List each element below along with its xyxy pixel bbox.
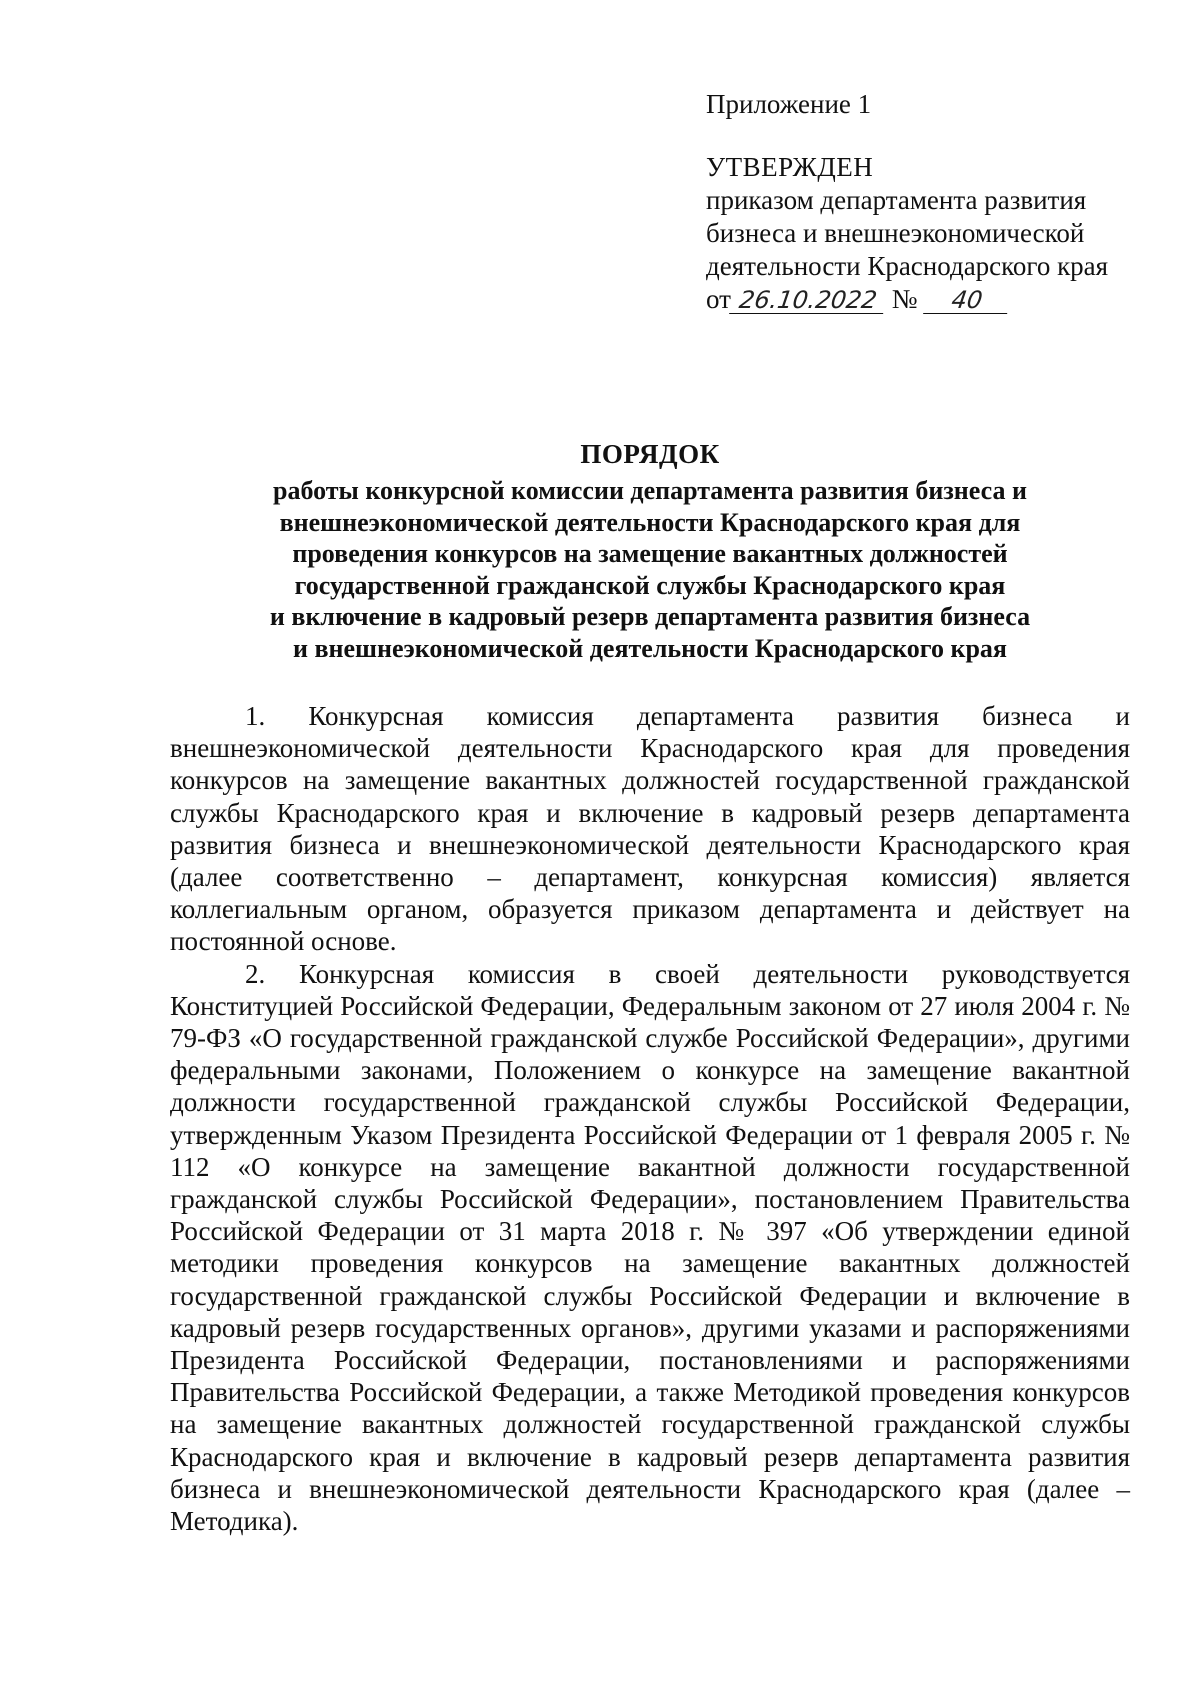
subtitle-line-2: внешнеэкономической деятельности Краснодарского края для (279, 507, 1021, 537)
approval-stamp-block (706, 88, 1166, 316)
approved-heading: УТВЕРЖДЕН (706, 152, 874, 182)
subtitle-line-3: проведения конкурсов на замещение вакантных должностей (292, 539, 1008, 568)
date-prefix: от (706, 284, 731, 314)
paragraph-2: 2. Конкурсная комиссия в своей деятельности руководствуется Конституцией Российской Федерации, Федеральным законом от 27 июля 2004 г. № 79-ФЗ «О государственной гражданской службе Российской Федерации», другими федеральными законами, Положением о конкурсе на замещение вакантной должности государственной гражданской службы Российской Федерации, утвержденным Указом Президента Российской Федерации от 1 февраля 2005 г. № 112 «О конкурсе на замещение вакантной должности государственной гражданской службы Российской Федерации», постановлением Правительства Российской Федерации от 31 марта 2018 г. № 397 «Об утверждении единой методики проведения конкурсов на замещение вакантных должностей государственной гражданской службы Российской Федерации и включение в кадровый резерв государственных органов», другими указами и распоряжениями Президента Российской Федерации, постановлениями и распоряжениями Правительства Российской Федерации, а также Методикой проведения конкурсов на замещение вакантных должностей государственной гражданской службы Краснодарского края и включение в кадровый резерв департамента развития бизнеса и внешнеэкономической деятельности Краснодарского края (далее – Методика). (170, 958, 1130, 1537)
approval-line-1: приказом департамента развития (706, 185, 1087, 215)
appendix-label: Приложение 1 (706, 89, 872, 119)
document-title-block (170, 437, 1130, 664)
document-title: ПОРЯДОК (580, 439, 720, 469)
approval-line-2: бизнеса и внешнеэкономической (706, 218, 1085, 248)
handwritten-date: 26.10.2022 (729, 287, 887, 314)
subtitle-line-6: и внешнеэкономической деятельности Краснодарского края (293, 633, 1007, 663)
handwritten-number: 40 (924, 287, 1012, 314)
number-prefix: № (891, 284, 918, 314)
document-body (170, 700, 1130, 1537)
paragraph-1: 1. Конкурсная комиссия департамента развития бизнеса и внешнеэкономической деятельности Краснодарского края для проведения конкурсов на замещение вакантных должностей государственной гражданской службы Краснодарского края и включение в кадровый резерв департамента развития бизнеса и внешнеэкономической деятельности Краснодарского края (далее соответственно – департамент, конкурсная комиссия) является коллегиальным органом, образуется приказом департамента и действует на постоянной основе. (170, 701, 1130, 957)
subtitle-line-4: государственной гражданской службы Краснодарского края (294, 570, 1006, 600)
subtitle-line-5: и включение в кадровый резерв департамента развития бизнеса (269, 602, 1031, 631)
order-date-number-line (706, 283, 1166, 316)
approval-line-3: деятельности Краснодарского края (706, 251, 1109, 281)
subtitle-line-1: работы конкурсной комиссии департамента развития бизнеса и (273, 476, 1027, 505)
